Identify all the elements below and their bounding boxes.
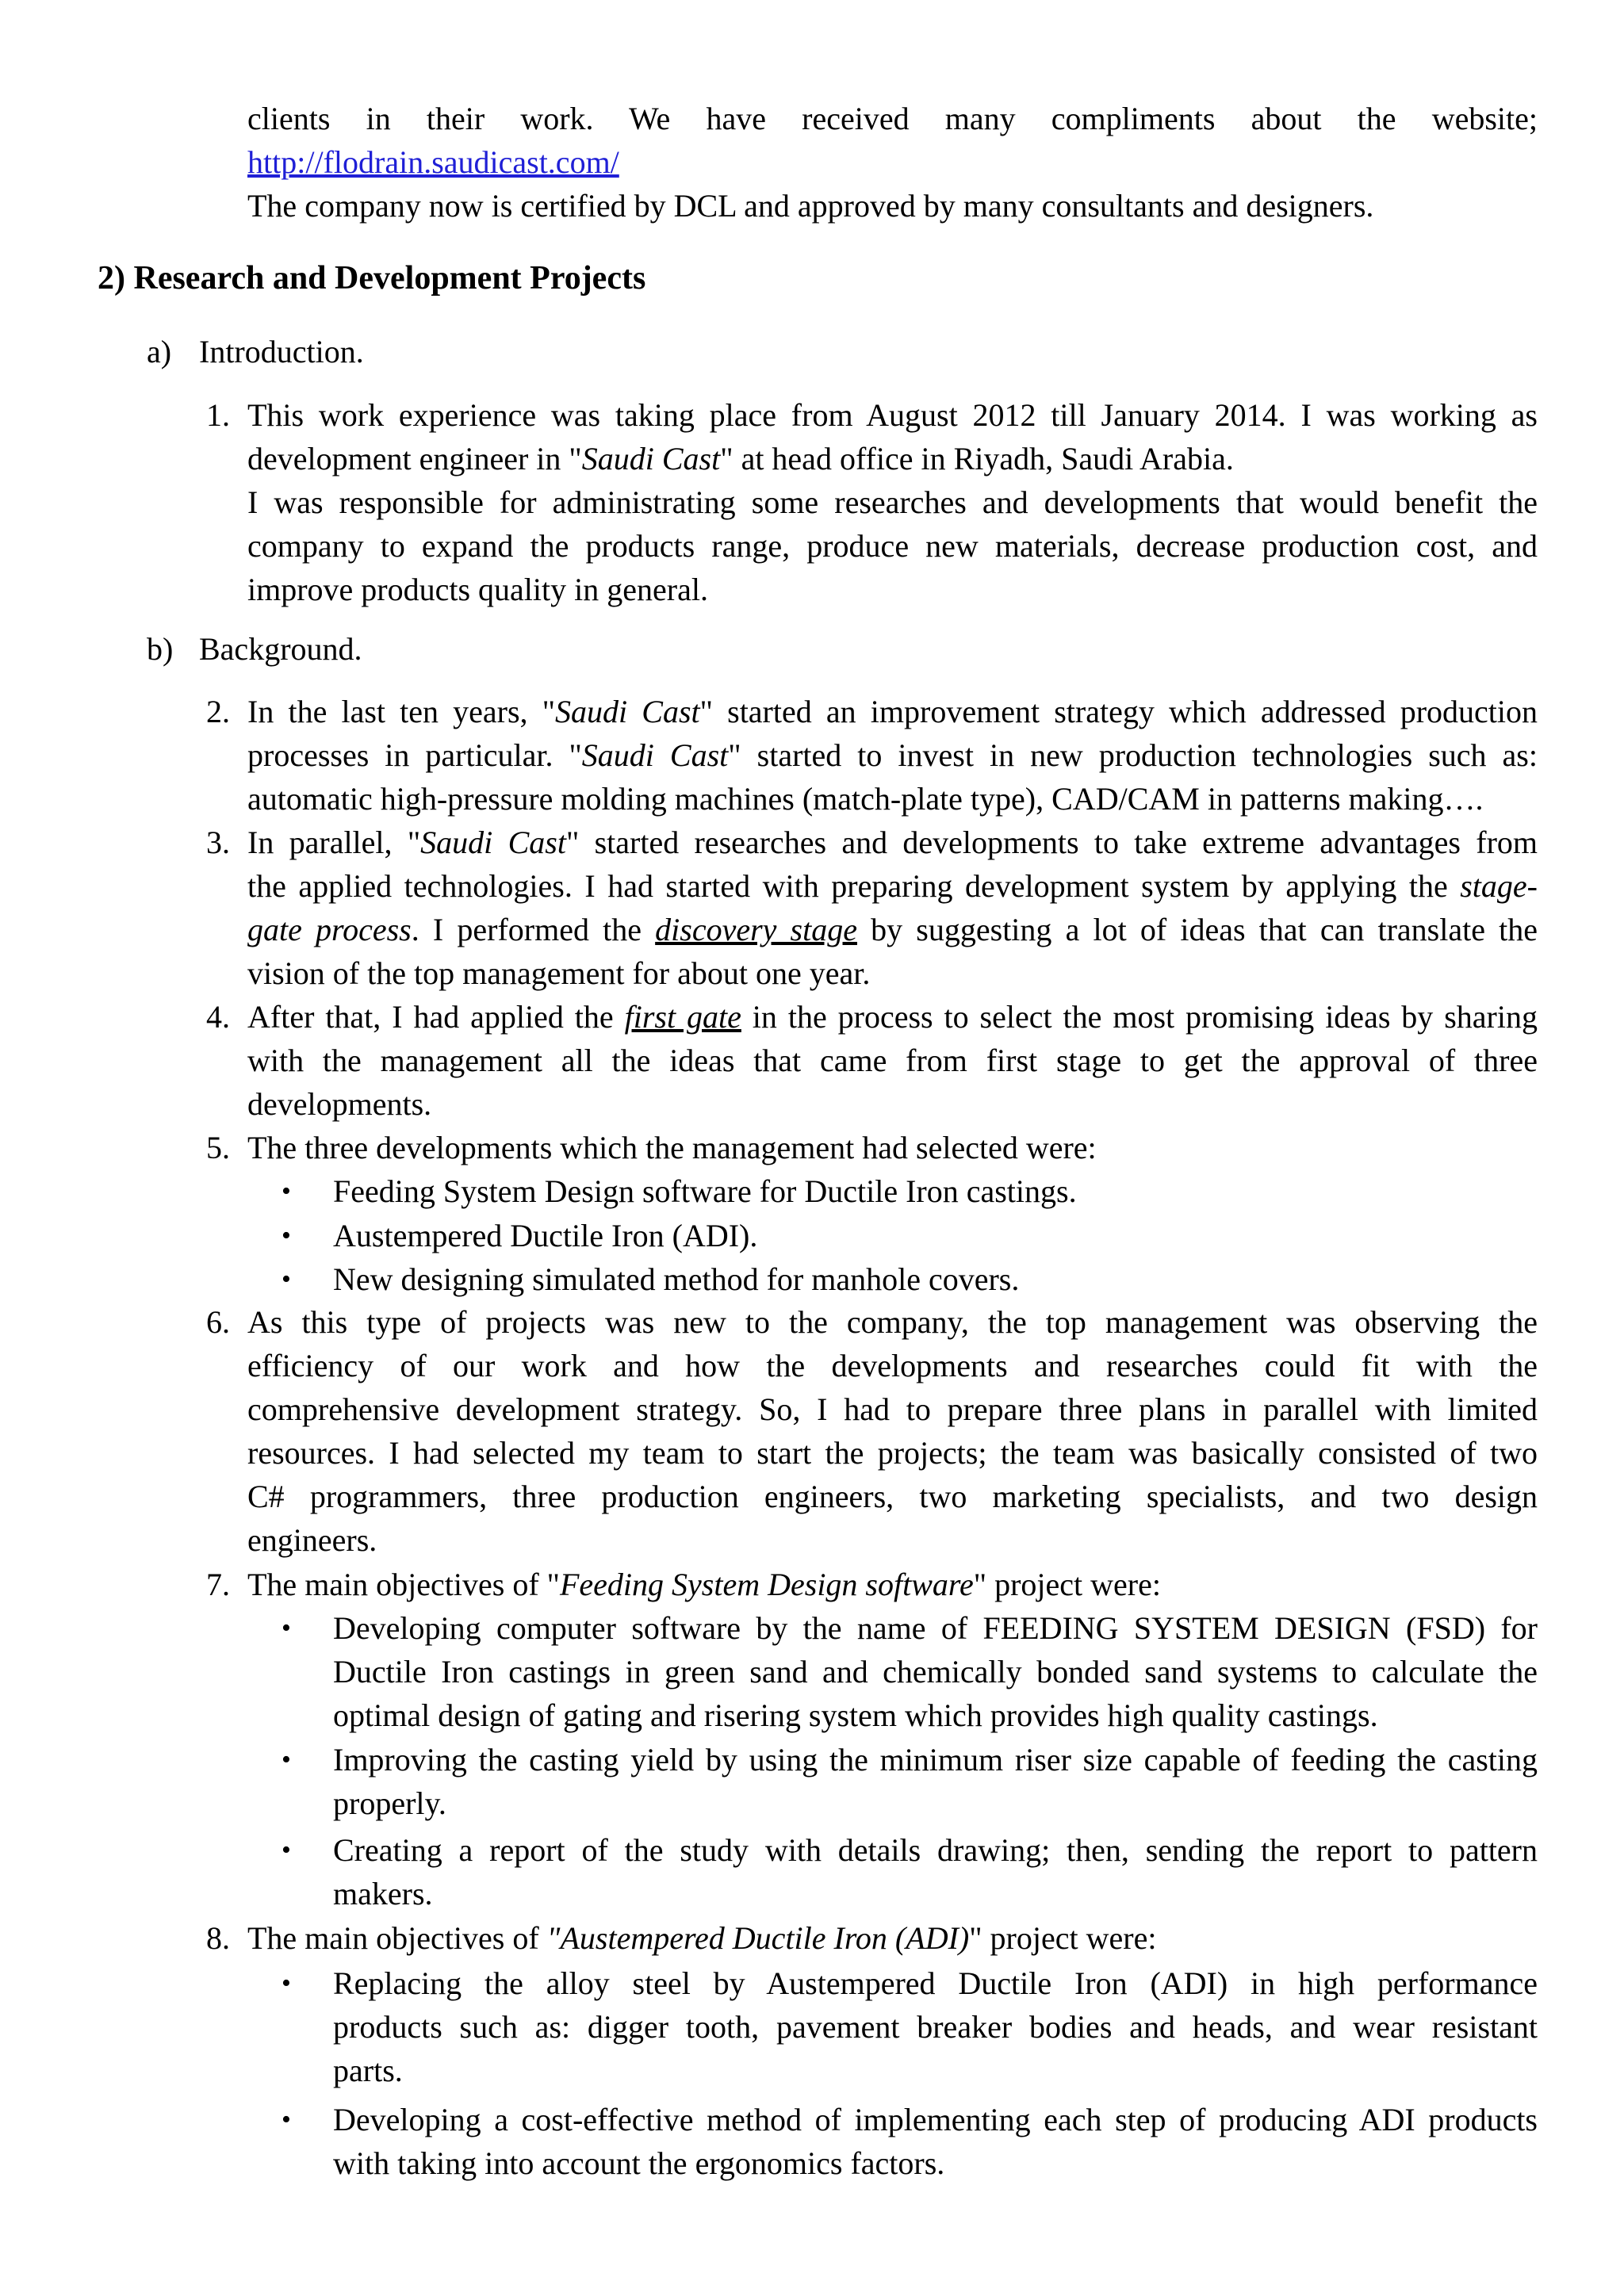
bullet-item: New designing simulated method for manhole covers. <box>333 1261 1020 1297</box>
text-line <box>247 864 1538 908</box>
text-line: efficiency of our work and how the developments and researches could fit with the <box>247 1348 1538 1383</box>
text-span: in the process to select the most promising ideas by sharing <box>741 999 1538 1035</box>
text-line: with taking into account the ergonomics factors. <box>333 2145 945 2181</box>
list-item-6 <box>247 1300 1538 1562</box>
company-name: Saudi Cast <box>420 825 566 860</box>
emphasis-text: first gate <box>624 999 741 1035</box>
text-span: The main objectives of " <box>247 1567 560 1602</box>
subsection-introduction <box>147 330 364 373</box>
list-item-1 <box>247 393 1538 611</box>
text-line: improve products quality in general. <box>247 572 708 607</box>
project-name: "Austempered Ductile Iron (ADI) <box>546 1920 970 1956</box>
bullet-item <box>333 1828 1538 1915</box>
text-span: " started to invest in new production technologies such as: <box>728 737 1538 773</box>
list-item-3 <box>247 821 1538 995</box>
bullet-glyph: • <box>282 1613 291 1643</box>
bullet-item: Austempered Ductile Iron (ADI). <box>333 1218 758 1253</box>
emphasis-text: discovery stage <box>655 912 857 947</box>
text-line: optimal design of gating and risering system which provides high quality castings. <box>333 1697 1378 1733</box>
text-line: This work experience was taking place from August 2012 till January 2014. I was working as <box>247 397 1538 433</box>
text-line: Replacing the alloy steel by Austempered Ductile Iron (ADI) in high performance <box>333 1965 1538 2001</box>
item-number: 8. <box>206 1920 230 1956</box>
text-span: " project were: <box>969 1920 1157 1956</box>
bullet-glyph: • <box>282 1745 291 1774</box>
text-span: In the last ten years, " <box>247 694 556 729</box>
project-name: Feeding System Design software <box>559 1567 974 1602</box>
bullet-item <box>333 2098 1538 2185</box>
bullet-item <box>333 1738 1538 1825</box>
text-line: Improving the casting yield by using the minimum riser size capable of feeding the casting <box>333 1742 1538 1777</box>
text-line <box>247 437 1538 480</box>
text-line: Creating a report of the study with details drawing; then, sending the report to pattern <box>333 1832 1538 1868</box>
text-span: the applied technologies. I had started with preparing development system by applying the <box>247 868 1461 904</box>
item-number: 4. <box>206 999 230 1035</box>
text-line: automatic high-pressure molding machines (match-plate type), CAD/CAM in patterns making…. <box>247 781 1484 817</box>
text-line: vision of the top management for about one year. <box>247 955 871 991</box>
text-span: The main objectives of <box>247 1920 547 1956</box>
text-line <box>247 908 1538 951</box>
emphasis-text: gate process <box>247 912 412 947</box>
text-line: As this type of projects was new to the company, the top management was observing the <box>247 1304 1538 1340</box>
bullet-glyph: • <box>282 1835 291 1865</box>
company-name: Saudi Cast <box>581 441 721 476</box>
intro-line: clients in their work. We have received many compliments about the website; <box>247 101 1538 136</box>
list-item-2 <box>247 690 1538 821</box>
text-line: developments. <box>247 1086 432 1122</box>
text-span: by suggesting a lot of ideas that can translate the <box>857 912 1538 947</box>
text-line: I was responsible for administrating some researches and developments that would benefit the <box>247 484 1538 520</box>
text-line: properly. <box>333 1785 446 1821</box>
item-number: 7. <box>206 1567 230 1602</box>
text-line: engineers. <box>247 1522 377 1558</box>
item-number: 6. <box>206 1304 230 1340</box>
text-line: C# programmers, three production engineers, two marketing specialists, and two design <box>247 1479 1538 1514</box>
text-span: " started an improvement strategy which addressed production <box>699 694 1538 729</box>
text-line <box>247 690 1538 733</box>
text-span: " project were: <box>973 1567 1161 1602</box>
bullet-glyph: • <box>282 1177 291 1206</box>
bullet-item <box>333 1961 1538 2092</box>
intro-line: The company now is certified by DCL and approved by many consultants and designers. <box>247 188 1374 224</box>
website-link[interactable]: http://flodrain.saudicast.com/ <box>247 144 619 180</box>
text-span: . I performed the <box>411 912 656 947</box>
subsection-marker: a) <box>147 334 172 369</box>
bullet-glyph: • <box>282 2105 291 2134</box>
section-heading: 2) Research and Development Projects <box>98 260 646 297</box>
subsection-background <box>147 627 362 671</box>
list-item-8 <box>247 1916 1538 1960</box>
text-span: processes in particular. " <box>247 737 582 773</box>
company-name: Saudi Cast <box>555 694 700 729</box>
text-line: parts. <box>333 2053 403 2088</box>
text-line: with the management all the ideas that came from first stage to get the approval of three <box>247 1043 1538 1078</box>
text-line: comprehensive development strategy. So, I had to prepare three plans in parallel with limited <box>247 1391 1538 1427</box>
emphasis-text: stage- <box>1460 868 1538 904</box>
list-item-7 <box>247 1563 1538 1606</box>
text-line: Ductile Iron castings in green sand and chemically bonded sand systems to calculate the <box>333 1654 1538 1689</box>
bullet-glyph: • <box>282 1265 291 1294</box>
text-line: resources. I had selected my team to start the projects; the team was basically consisted of two <box>247 1435 1538 1471</box>
subsection-label: Background. <box>199 631 362 667</box>
bullet-item <box>333 1606 1538 1737</box>
text-line: products such as: digger tooth, pavement breaker bodies and heads, and wear resistant <box>333 2009 1538 2045</box>
item-number: 2. <box>206 694 230 729</box>
subsection-label: Introduction. <box>199 334 364 369</box>
text-line <box>247 995 1538 1039</box>
text-line <box>247 821 1538 864</box>
text-line <box>247 733 1538 777</box>
intro-paragraph <box>247 97 1538 228</box>
text-line: makers. <box>333 1876 433 1911</box>
text-span: In parallel, " <box>247 825 421 860</box>
text-span: After that, I had applied the <box>247 999 625 1035</box>
text-line: Developing computer software by the name of FEEDING SYSTEM DESIGN (FSD) for <box>333 1610 1538 1646</box>
subsection-marker: b) <box>147 631 174 667</box>
item-number: 5. <box>206 1130 230 1165</box>
list-item-4 <box>247 995 1538 1126</box>
bullet-glyph: • <box>282 1969 291 1998</box>
bullet-item: Feeding System Design software for Ductile Iron castings. <box>333 1173 1077 1209</box>
text-span: " at head office in Riyadh, Saudi Arabia. <box>720 441 1234 476</box>
list-item-5: The three developments which the management had selected were: <box>247 1130 1097 1165</box>
text-line: company to expand the products range, produce new materials, decrease production cost, and <box>247 528 1538 564</box>
text-span: " started researches and developments to take extreme advantages from <box>565 825 1538 860</box>
company-name: Saudi Cast <box>581 737 729 773</box>
bullet-glyph: • <box>282 1221 291 1250</box>
text-span: development engineer in " <box>247 441 582 476</box>
item-number: 3. <box>206 825 230 860</box>
text-line: Developing a cost-effective method of implementing each step of producing ADI products <box>333 2102 1538 2137</box>
item-number: 1. <box>206 397 230 433</box>
